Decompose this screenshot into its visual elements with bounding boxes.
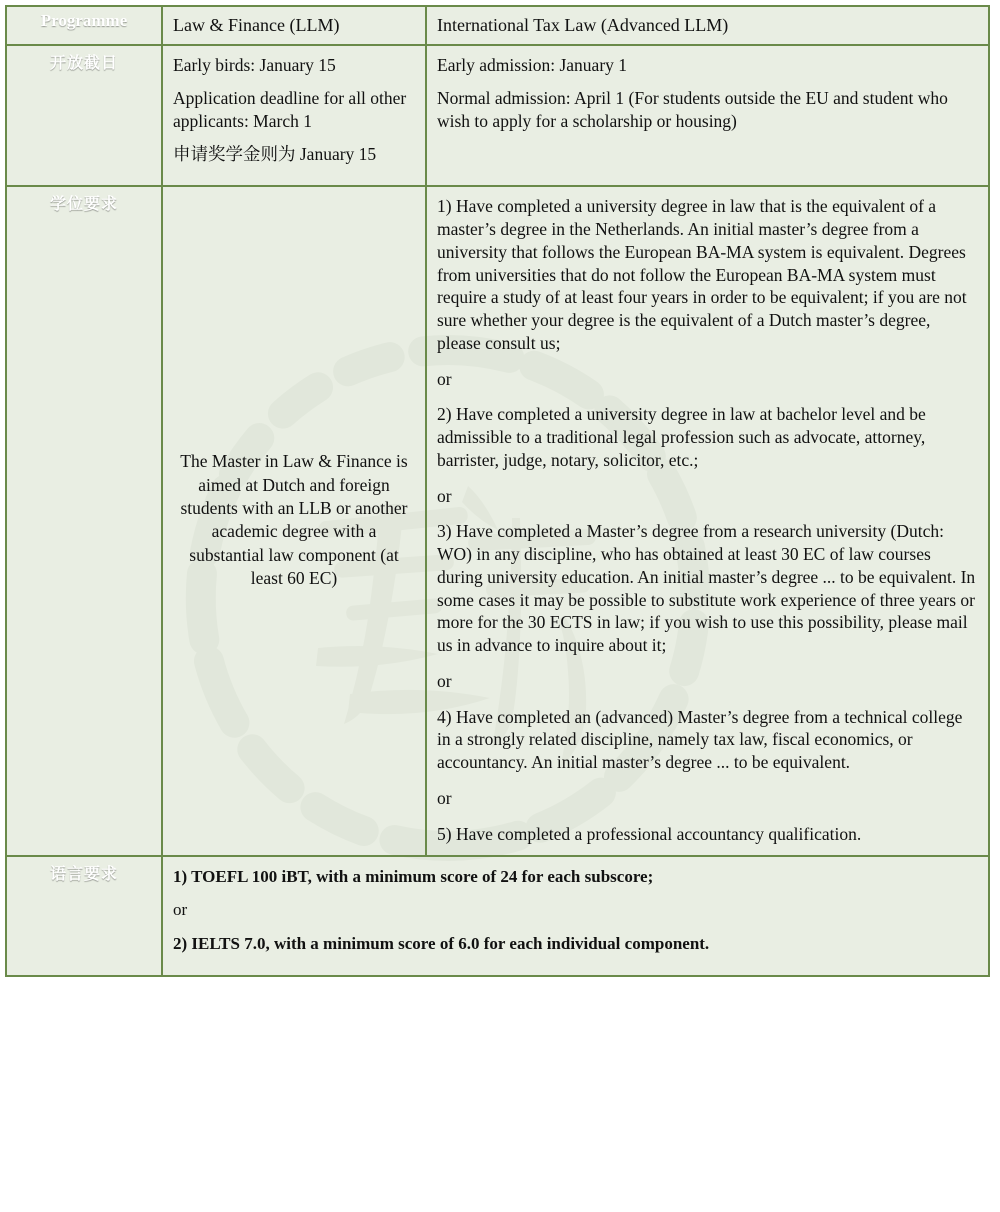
programme-comparison-table (5, 5, 990, 977)
requirement-or: or (437, 787, 452, 808)
deadline-line: Application deadline for all other applicants: March 1 (173, 88, 407, 131)
requirement-or: or (437, 670, 452, 691)
header-col-law-finance: Law & Finance (LLM) (162, 6, 426, 45)
language-requirement-or: or (173, 900, 188, 920)
requirement-or: or (437, 368, 452, 389)
header-col-international-tax-law: International Tax Law (Advanced LLM) (426, 6, 989, 45)
deadline-line: Early admission: January 1 (437, 55, 628, 76)
table-row-language-requirements (6, 856, 989, 975)
cell-degree-requirements-law-finance: The Master in Law & Finance is aimed at Dutch and foreign students with an LLB or another academic degree with a substantial law component (at least 60 EC) (162, 186, 426, 856)
requirement-item-2: 2) Have completed a university degree in law at bachelor level and be admissible to a traditional legal profession such as advocate, attorney, barrister, judge, notary, solicitor, etc.; (437, 404, 926, 470)
requirement-item-5: 5) Have completed a professional accountancy qualification. (437, 823, 862, 844)
requirement-item-3: 3) Have completed a Master’s degree from a research university (Dutch: WO) in any discipline, who has obtained at least 30 EC of law courses during university education. An initial master’s degree ... to be equivalent. In some cases it may be possible to substitute work experience of three years or more for the 30 ECTS in law; if you wish to use this possibility, please mail us in advance to inquire about it; (437, 521, 976, 656)
cell-deadlines-international-tax-law (426, 45, 989, 186)
cell-language-requirements (162, 856, 989, 975)
cell-degree-requirements-international-tax-law (426, 186, 989, 856)
deadline-line: Early birds: January 15 (173, 55, 336, 76)
table-header-row (6, 6, 989, 45)
language-requirement-ielts: 2) IELTS 7.0, with a minimum score of 6.0 for each individual component. (173, 933, 710, 953)
deadline-line: 申请奖学金则为 January 15 (173, 143, 377, 164)
table-row-deadlines (6, 45, 989, 186)
language-requirement-toefl: 1) TOEFL 100 iBT, with a minimum score of 24 for each subscore; (173, 867, 654, 887)
requirement-item-1: 1) Have completed a university degree in law that is the equivalent of a master’s degree in the Netherlands. An initial master’s degree from a university that follows the European BA-MA system is equivalent. Degrees from universities that do not follow the European BA-MA system must require a study of at least four years in order to be equivalent; if you are not sure whether your degree is the equivalent of a Dutch master’s degree, please consult us; (437, 196, 967, 353)
row-label-degree-requirements: 学位要求 (6, 186, 162, 856)
requirement-item-4: 4) Have completed an (advanced) Master’s degree from a technical college in a strongly related discipline, namely tax law, fiscal economics, or accountancy. An initial master’s degree ... to be equivalent. (437, 706, 963, 773)
cell-deadlines-law-finance (162, 45, 426, 186)
deadline-line: Normal admission: April 1 (For students outside the EU and student who wish to apply for a scholarship or housing) (437, 88, 948, 131)
header-row-label: Programme (6, 6, 162, 45)
row-label-language-requirements: 语言要求 (6, 856, 162, 975)
requirement-or: or (437, 485, 452, 506)
row-label-deadlines: 开放截日 (6, 45, 162, 186)
table-row-degree-requirements (6, 186, 989, 856)
